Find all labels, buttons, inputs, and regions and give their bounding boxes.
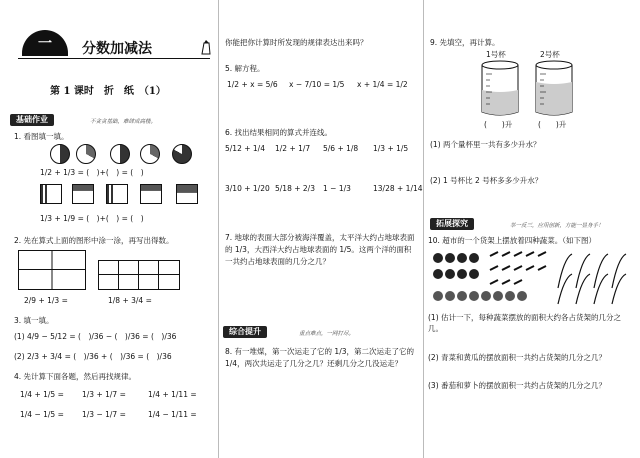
section-comprehensive — [223, 326, 267, 338]
section-basic-work — [10, 114, 54, 126]
middle-column — [218, 0, 424, 458]
q6-expr: 5/18 + 2/3 — [275, 184, 315, 193]
fraction-square — [40, 184, 62, 204]
q10-sub-3: (3) 番茄和萝卜的摆放面积一共约占货架的几分之几？ — [428, 381, 607, 390]
left-column — [0, 0, 218, 458]
title-rule — [18, 58, 210, 59]
q3-item-2: (2) 2/3 + 3/4 = ( )/36 + ( )/36 = ( )/36 — [14, 352, 172, 361]
q4-continued: 你能把你计算时所发现的规律表达出来吗？ — [225, 38, 368, 47]
q6-expr: 1/3 + 1/5 — [373, 144, 409, 153]
fraction-square — [140, 184, 162, 204]
measuring-cup-1 — [480, 60, 520, 120]
q9-sub-2: (2) 1 号杯比 2 号杯多多少升水？ — [430, 176, 543, 185]
q1-prompt: 1. 看图填一填。 — [14, 132, 69, 141]
q4-expr: 1/4 + 1/11 = — [148, 390, 197, 399]
shading-grid-a[interactable] — [18, 250, 86, 290]
q9-prompt: 9. 先填空，再计算。 — [430, 38, 500, 47]
cup2-answer[interactable]: ( )升 — [538, 120, 567, 129]
q6-prompt: 6. 找出结果相同的算式并连线。 — [225, 128, 333, 137]
q6-expr: 5/12 + 1/4 — [225, 144, 265, 153]
q6-expr: 5/6 + 1/8 — [323, 144, 359, 153]
q5-equation: x + 1/4 = 1/2 — [357, 80, 408, 89]
shading-grid-b[interactable] — [98, 260, 180, 290]
fraction-square — [176, 184, 198, 204]
q6-expr: 13/28 + 1/14 — [373, 184, 423, 193]
section-comprehensive-hint: 重点难点，一网打尽。 — [299, 331, 355, 337]
cup2-label: 2号杯 — [540, 50, 560, 59]
q5-equation: 1/2 + x = 5/6 — [227, 80, 278, 89]
unit-title: 分数加减法 — [82, 41, 152, 57]
q1-equation-2: 1/3 + 1/9 = ( )+( ) = ( ) — [40, 214, 144, 223]
fraction-circle — [110, 144, 130, 164]
fraction-square — [72, 184, 94, 204]
q8-text: 8. 有一堆煤，第一次运走了它的 1/3，第二次运走了它的 1/4，两次共运走了几分之几？还剩几分之几没运走？ — [225, 347, 414, 368]
section-comprehensive-label: 综合提升 — [229, 327, 261, 336]
cup1-answer[interactable]: ( )升 — [484, 120, 513, 129]
unit-badge — [22, 30, 68, 56]
section-basic-label: 基础作业 — [16, 115, 48, 124]
q1-equation-1: 1/2 + 1/3 = ( )+( ) = ( ) — [40, 168, 144, 177]
fraction-circle — [76, 144, 96, 164]
q6-expr: 1 − 1/3 — [323, 184, 351, 193]
vegetable-shelf-image — [430, 248, 630, 306]
fraction-square — [106, 184, 128, 204]
q7-text: 7. 地球的表面大部分被海洋覆盖，太平洋大约占地球表面的 1/3，大西洋大约占地球表面的 1/5。这两个洋的面积一共约占地球表面的几分之几？ — [225, 233, 415, 266]
q2-prompt: 2. 先在算式上面的图形中涂一涂，再写出得数。 — [14, 236, 174, 245]
measuring-cup-2 — [534, 60, 574, 120]
q6-expr: 3/10 + 1/20 — [225, 184, 270, 193]
q5-equation: x − 7/10 = 1/5 — [289, 80, 345, 89]
section-basic-hint: 不贪贪基础，难肆成高楼。 — [90, 119, 157, 125]
q4-expr: 1/4 − 1/11 = — [148, 410, 197, 419]
section-extension-hint: 举一反三，应用创新，方能一显身手！ — [510, 223, 604, 229]
q5-prompt: 5. 解方程。 — [225, 64, 265, 73]
section-extension — [430, 218, 474, 230]
q10-sub-1: (1) 估计一下，每种蔬菜摆放的面积大约各占货架的几分之几。 — [428, 313, 622, 333]
fraction-circle — [172, 144, 192, 164]
q4-prompt: 4. 先计算下面各题，然后再找规律。 — [14, 372, 137, 381]
q10-prompt: 10. 超市的一个货架上摆放着四种蔬菜。（如下图） — [428, 236, 597, 245]
q10-sub-2: (2) 青菜和黄瓜的摆放面积一共约占货架的几分之几？ — [428, 353, 607, 362]
q9-sub-1: (1) 两个量杯里一共有多少升水？ — [430, 140, 541, 149]
pencil-icon — [200, 40, 212, 58]
section-extension-label: 拓展探究 — [436, 219, 468, 228]
lesson-title: 第 1 课时 折 纸 （1） — [50, 86, 166, 97]
q4-expr: 1/4 − 1/5 = — [20, 410, 64, 419]
fraction-circle — [140, 144, 160, 164]
q2-equation-b: 1/8 + 3/4 = — [108, 296, 152, 305]
fraction-circle — [50, 144, 70, 164]
q4-expr: 1/4 + 1/5 = — [20, 390, 64, 399]
unit-number: 一 — [38, 36, 52, 52]
q3-item-1: (1) 4/9 − 5/12 = ( )/36 − ( )/36 = ( )/36 — [14, 332, 177, 341]
q4-expr: 1/3 − 1/7 = — [82, 410, 126, 419]
q4-expr: 1/3 + 1/7 = — [82, 390, 126, 399]
q6-expr: 1/2 + 1/7 — [275, 144, 311, 153]
q2-equation-a: 2/9 + 1/3 = — [24, 296, 68, 305]
q3-prompt: 3. 填一填。 — [14, 316, 54, 325]
cup1-label: 1号杯 — [486, 50, 506, 59]
right-column — [423, 0, 640, 458]
